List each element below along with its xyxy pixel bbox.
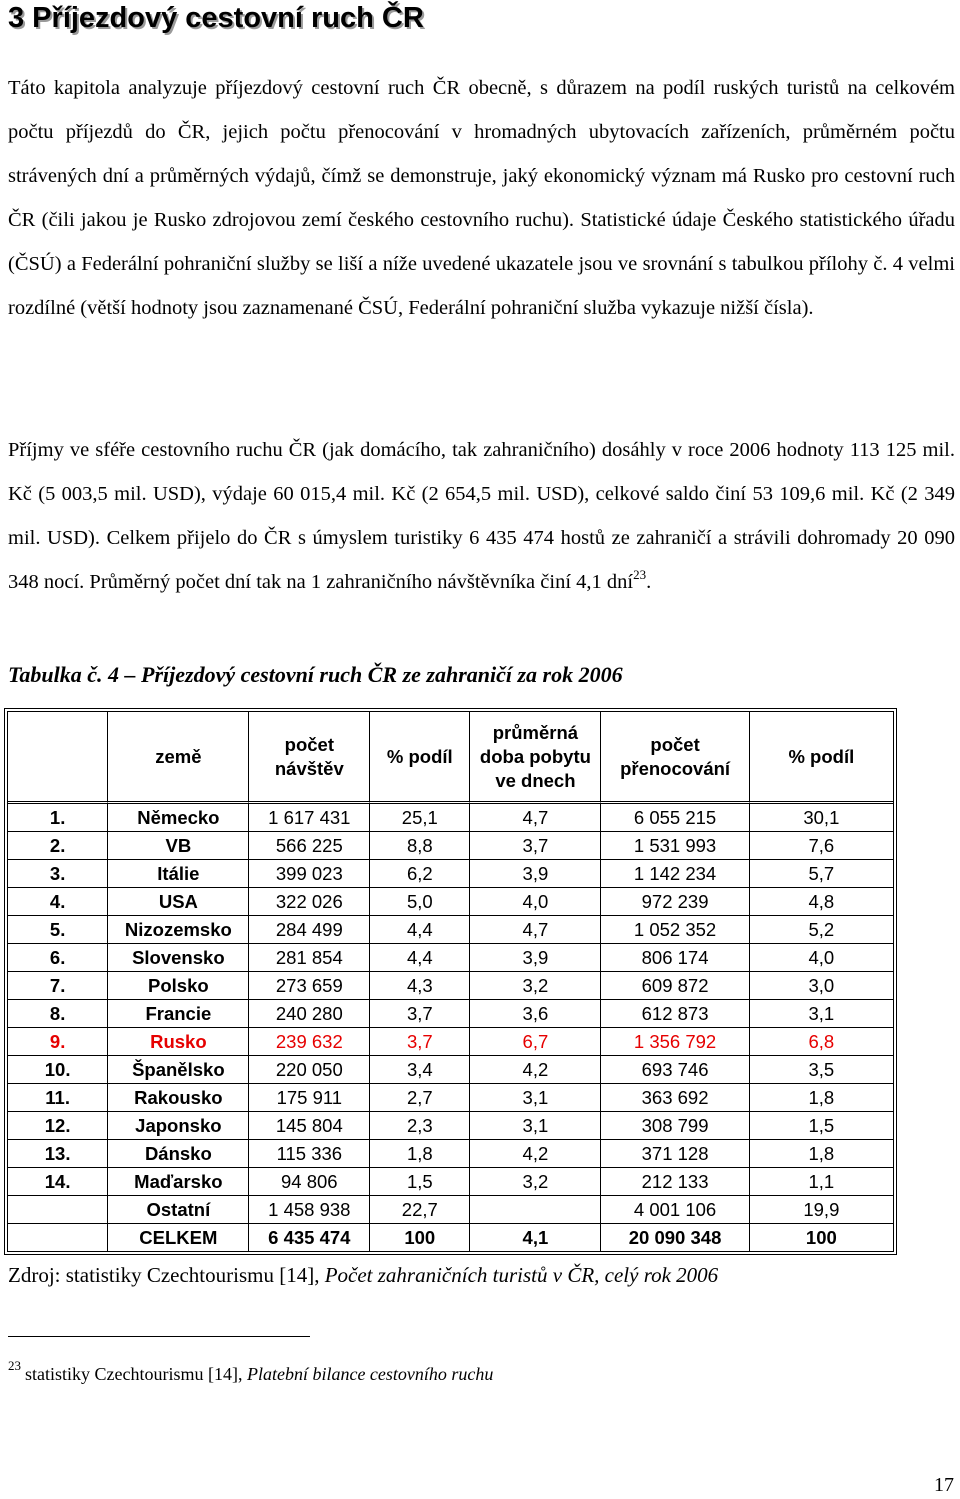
- share-visits-cell: 8,8: [370, 832, 470, 860]
- share-visits-cell: 25,1: [370, 804, 470, 832]
- visits-cell: 115 336: [249, 1140, 370, 1168]
- visits-cell: 145 804: [249, 1112, 370, 1140]
- table-row: [8, 832, 893, 860]
- share-visits-cell: 3,7: [370, 1028, 470, 1056]
- rank-cell: 11.: [8, 1084, 108, 1112]
- table-row: [8, 944, 893, 972]
- share-visits-cell: 3,4: [370, 1056, 470, 1084]
- visits-cell: 322 026: [249, 888, 370, 916]
- share-overnights-cell: 5,7: [750, 860, 893, 888]
- table-row: [8, 1196, 893, 1224]
- footnote-divider: [8, 1336, 310, 1337]
- source-prefix: Zdroj: statistiky Czechtourismu [14],: [8, 1263, 325, 1287]
- overnights-cell: 806 174: [601, 944, 749, 972]
- table-row: [8, 1000, 893, 1028]
- table-row: [8, 916, 893, 944]
- country-cell: Německo: [108, 804, 249, 832]
- share-overnights-cell: 1,5: [750, 1112, 893, 1140]
- visits-cell: 566 225: [249, 832, 370, 860]
- rank-cell: 4.: [8, 888, 108, 916]
- overnights-cell: 612 873: [601, 1000, 749, 1028]
- country-cell: Japonsko: [108, 1112, 249, 1140]
- visits-cell: 220 050: [249, 1056, 370, 1084]
- intro-paragraph: Táto kapitola analyzuje příjezdový cestovní ruch ČR obecně, s důrazem na podíl ruských turistů na celkovém počtu příjezdů do ČR, jejich počtu přenocování v hromadných ubytovacích zařízeních, průměrném počtu strávených dní a průměrných výdajů, čímž se demonstruje, jaký ekonomický význam má Rusko pro cestovní ruch ČR (čili jakou je Rusko zdrojovou zemí českého cestovního ruchu). Statistické údaje Českého statistického úřadu (ČSÚ) a Federální pohraniční služby se liší a níže uvedené ukazatele jsou ve srovnání s tabulkou přílohy č. 4 velmi rozdílné (větší hodnoty jsou zaznamenané ČSÚ, Federální pohraniční služba vykazuje nižší čísla).: [8, 77, 955, 319]
- section-heading: 3 Příjezdový cestovní ruch ČR: [8, 2, 424, 34]
- table-row: [8, 860, 893, 888]
- share-overnights-cell: 1,8: [750, 1140, 893, 1168]
- share-visits-cell: 2,7: [370, 1084, 470, 1112]
- share-visits-cell: 1,5: [370, 1168, 470, 1196]
- visits-cell: 240 280: [249, 1000, 370, 1028]
- source-title: Počet zahraničních turistů v ČR, celý rok 2006: [324, 1263, 719, 1287]
- rank-cell: 7.: [8, 972, 108, 1000]
- rank-cell: [8, 1196, 108, 1224]
- table-body: [8, 804, 893, 1251]
- avg-stay-cell: 6,7: [470, 1028, 601, 1056]
- share-visits-cell: 1,8: [370, 1140, 470, 1168]
- share-overnights-cell: 7,6: [750, 832, 893, 860]
- rank-cell: 12.: [8, 1112, 108, 1140]
- arrivals-table: [4, 708, 897, 1255]
- country-cell: Ostatní: [108, 1196, 249, 1224]
- overnights-cell: 609 872: [601, 972, 749, 1000]
- rank-cell: 10.: [8, 1056, 108, 1084]
- avg-stay-cell: 3,9: [470, 860, 601, 888]
- country-cell: Polsko: [108, 972, 249, 1000]
- share-visits-cell: 4,4: [370, 944, 470, 972]
- rank-cell: 1.: [8, 804, 108, 832]
- visits-cell: 273 659: [249, 972, 370, 1000]
- share-visits-cell: 6,2: [370, 860, 470, 888]
- share-overnights-cell: 1,1: [750, 1168, 893, 1196]
- header-visits: počet návštěv: [249, 712, 370, 804]
- footnote: [8, 1358, 493, 1385]
- avg-stay-cell: 3,6: [470, 1000, 601, 1028]
- overnights-cell: 1 142 234: [601, 860, 749, 888]
- avg-stay-cell: 3,2: [470, 972, 601, 1000]
- share-overnights-cell: 6,8: [750, 1028, 893, 1056]
- avg-stay-cell: 3,9: [470, 944, 601, 972]
- header-overnights: počet přenocování: [601, 712, 749, 804]
- footnote-title: Platební bilance cestovního ruchu: [246, 1364, 494, 1384]
- header-country: země: [108, 712, 249, 804]
- avg-stay-cell: 4,7: [470, 804, 601, 832]
- avg-stay-cell: 4,2: [470, 1056, 601, 1084]
- table-row: [8, 972, 893, 1000]
- avg-stay-cell: 4,1: [470, 1224, 601, 1251]
- overnights-cell: 972 239: [601, 888, 749, 916]
- table-row: [8, 888, 893, 916]
- share-overnights-cell: 3,0: [750, 972, 893, 1000]
- avg-stay-cell: [470, 1196, 601, 1224]
- avg-stay-cell: 3,1: [470, 1112, 601, 1140]
- table-row: [8, 1140, 893, 1168]
- overnights-cell: 308 799: [601, 1112, 749, 1140]
- rank-cell: 9.: [8, 1028, 108, 1056]
- header-avg-stay: průměrná doba pobytu ve dnech: [470, 712, 601, 804]
- revenue-paragraph-text: Příjmy ve sféře cestovního ruchu ČR (jak domácího, tak zahraničního) dosáhly v roce 2006 hodnoty 113 125 mil. Kč (5 003,5 mil. USD), výdaje 60 015,4 mil. Kč (2 654,5 mil. USD), celkové saldo činí 53 109,6 mil. Kč (2 349 mil. USD). Celkem přijelo do ČR s úmyslem turistiky 6 435 474 hostů ze zahraničí a strávili dohromady 20 090 348 nocí. Průměrný počet dní tak na 1 zahraničního návštěvníka činí 4,1 dní: [8, 439, 955, 593]
- visits-cell: 1 458 938: [249, 1196, 370, 1224]
- table-row: [8, 1112, 893, 1140]
- overnights-cell: 693 746: [601, 1056, 749, 1084]
- overnights-cell: 1 356 792: [601, 1028, 749, 1056]
- country-cell: Dánsko: [108, 1140, 249, 1168]
- country-cell: CELKEM: [108, 1224, 249, 1251]
- rank-cell: 5.: [8, 916, 108, 944]
- revenue-paragraph-end: .: [646, 571, 652, 593]
- table-row: [8, 804, 893, 832]
- table-row: [8, 1168, 893, 1196]
- share-visits-cell: 2,3: [370, 1112, 470, 1140]
- rank-cell: 2.: [8, 832, 108, 860]
- share-overnights-cell: 4,8: [750, 888, 893, 916]
- table-caption: Tabulka č. 4 – Příjezdový cestovní ruch ČR ze zahraničí za rok 2006: [8, 662, 623, 687]
- avg-stay-cell: 4,2: [470, 1140, 601, 1168]
- share-overnights-cell: 100: [805, 1226, 837, 1248]
- country-cell: Rusko: [108, 1028, 249, 1056]
- footnote-ref[interactable]: 23: [633, 567, 647, 582]
- avg-stay-cell: 3,1: [470, 1084, 601, 1112]
- visits-cell: 284 499: [249, 916, 370, 944]
- share-visits-cell: 22,7: [370, 1196, 470, 1224]
- share-visits-cell: 100: [370, 1224, 470, 1251]
- table-header-row: [8, 712, 893, 804]
- overnights-cell: 1 531 993: [601, 832, 749, 860]
- overnights-cell: 20 090 348: [601, 1224, 749, 1251]
- footnote-number: 23: [8, 1358, 21, 1373]
- avg-stay-cell: 4,0: [470, 888, 601, 916]
- overnights-cell: 212 133: [601, 1168, 749, 1196]
- table-row: [8, 1056, 893, 1084]
- share-overnights-cell: 3,1: [750, 1000, 893, 1028]
- share-overnights-cell: 4,0: [750, 944, 893, 972]
- table-row: [8, 1084, 893, 1112]
- avg-stay-cell: 3,7: [470, 832, 601, 860]
- rank-cell: 3.: [8, 860, 108, 888]
- overnights-cell: 363 692: [601, 1084, 749, 1112]
- share-overnights-cell: 1,8: [750, 1084, 893, 1112]
- header-share-visits: % podíl: [370, 712, 470, 804]
- overnights-cell: 6 055 215: [601, 804, 749, 832]
- share-overnights-cell: 19,9: [750, 1196, 893, 1224]
- share-visits-cell: 5,0: [370, 888, 470, 916]
- country-cell: Rakousko: [108, 1084, 249, 1112]
- share-overnights-cell: 5,2: [750, 916, 893, 944]
- country-cell: Nizozemsko: [108, 916, 249, 944]
- rank-cell: 14.: [8, 1168, 108, 1196]
- rank-cell: [8, 1224, 108, 1251]
- country-cell: Francie: [108, 1000, 249, 1028]
- share-overnights-cell: 3,5: [750, 1056, 893, 1084]
- table-row: [8, 1224, 893, 1251]
- visits-cell: 94 806: [249, 1168, 370, 1196]
- avg-stay-cell: 3,2: [470, 1168, 601, 1196]
- header-share-overnights: % podíl: [750, 712, 893, 804]
- overnights-cell: 4 001 106: [601, 1196, 749, 1224]
- share-visits-cell: 3,7: [370, 1000, 470, 1028]
- rank-cell: 8.: [8, 1000, 108, 1028]
- share-visits-cell: 4,3: [370, 972, 470, 1000]
- visits-cell: 281 854: [249, 944, 370, 972]
- page-number: 17: [934, 1474, 954, 1496]
- visits-cell: 239 632: [249, 1028, 370, 1056]
- country-cell: Španělsko: [108, 1056, 249, 1084]
- footnote-text: statistiky Czechtourismu [14],: [25, 1364, 247, 1384]
- overnights-cell: 371 128: [601, 1140, 749, 1168]
- rank-cell: 13.: [8, 1140, 108, 1168]
- country-cell: VB: [108, 832, 249, 860]
- share-overnights-cell: 30,1: [750, 804, 893, 832]
- overnights-cell: 1 052 352: [601, 916, 749, 944]
- country-cell: USA: [108, 888, 249, 916]
- share-visits-cell: 4,4: [370, 916, 470, 944]
- revenue-paragraph: [8, 428, 955, 604]
- source-line: [8, 1263, 718, 1288]
- header-rank: [8, 712, 108, 804]
- table-row: [8, 1028, 893, 1056]
- visits-cell: 6 435 474: [249, 1224, 370, 1251]
- country-cell: Itálie: [108, 860, 249, 888]
- avg-stay-cell: 4,7: [470, 916, 601, 944]
- rank-cell: 6.: [8, 944, 108, 972]
- visits-cell: 1 617 431: [249, 804, 370, 832]
- visits-cell: 399 023: [249, 860, 370, 888]
- country-cell: Slovensko: [108, 944, 249, 972]
- country-cell: Maďarsko: [108, 1168, 249, 1196]
- visits-cell: 175 911: [249, 1084, 370, 1112]
